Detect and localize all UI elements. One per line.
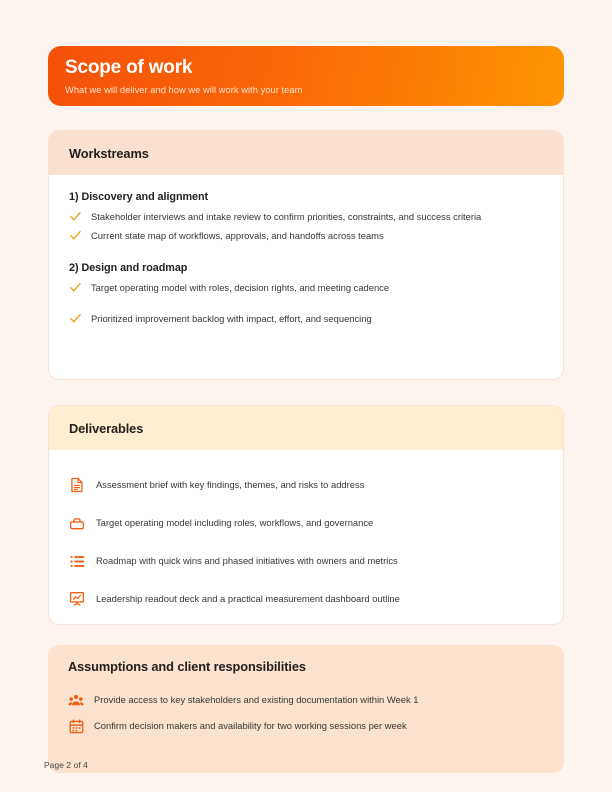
workstreams-card-body — [49, 175, 563, 348]
workstreams-card-header — [49, 131, 563, 175]
check-icon — [69, 312, 82, 327]
check-icon — [69, 210, 82, 225]
assumptions-card — [48, 645, 564, 773]
deliverables-card-header — [49, 406, 563, 450]
check-icon — [69, 281, 82, 296]
deliverable-item — [69, 542, 543, 580]
deliverable-item-text: Roadmap with quick wins and phased initiatives with owners and metrics — [96, 555, 398, 566]
check-icon — [69, 229, 82, 244]
workstreams-heading: Workstreams — [69, 145, 149, 161]
calendar-icon — [68, 718, 84, 735]
page-title: Scope of work — [65, 57, 193, 78]
workstream-group-title: 2) Design and roadmap — [69, 262, 188, 274]
workstream-item-text: Current state map of workflows, approvals, and handoffs across teams — [91, 230, 384, 241]
scope-of-work-header-banner — [48, 46, 564, 106]
deliverable-item — [69, 504, 543, 542]
workstream-item — [69, 209, 543, 225]
assumptions-card-body — [48, 687, 564, 751]
workstreams-card — [48, 130, 564, 380]
workstream-item — [69, 228, 543, 244]
deliverables-card-body — [49, 450, 563, 625]
deliverable-item-text: Target operating model including roles, workflows, and governance — [96, 517, 374, 528]
deliverable-item-text: Leadership readout deck and a practical measurement dashboard outline — [96, 593, 400, 604]
workstream-group-title: 1) Discovery and alignment — [69, 191, 209, 203]
workstream-item — [69, 280, 543, 296]
briefcase-icon — [69, 514, 85, 532]
workstream-item — [69, 311, 543, 327]
deliverable-item — [69, 466, 543, 504]
people-group-icon — [68, 692, 84, 709]
deliverable-item-text: Assessment brief with key findings, themes, and risks to address — [96, 479, 365, 490]
workstream-item-text: Prioritized improvement backlog with impact, effort, and sequencing — [91, 313, 372, 324]
workstream-group — [69, 191, 543, 244]
deliverable-item — [69, 580, 543, 618]
workstream-item-text: Target operating model with roles, decision rights, and meeting cadence — [91, 282, 390, 293]
presentation-chart-icon — [69, 590, 85, 608]
assumption-item-text: Provide access to key stakeholders and existing documentation within Week 1 — [94, 694, 419, 705]
list-icon — [69, 552, 85, 570]
workstream-item-text: Stakeholder interviews and intake review to confirm priorities, constraints, and success criteria — [91, 211, 482, 222]
assumption-item — [68, 687, 544, 713]
assumptions-card-header — [48, 645, 564, 687]
assumptions-heading: Assumptions and client responsibilities — [68, 658, 306, 674]
deliverables-card — [48, 405, 564, 625]
page-footer: Page 2 of 4 — [44, 760, 88, 770]
deliverables-heading: Deliverables — [69, 420, 144, 436]
page-subtitle: What we will deliver and how we will work with your team — [65, 85, 303, 95]
assumption-item-text: Confirm decision makers and availability for two working sessions per week — [94, 720, 407, 731]
workstream-group — [69, 262, 543, 327]
document-icon — [69, 476, 85, 494]
assumption-item — [68, 713, 544, 739]
